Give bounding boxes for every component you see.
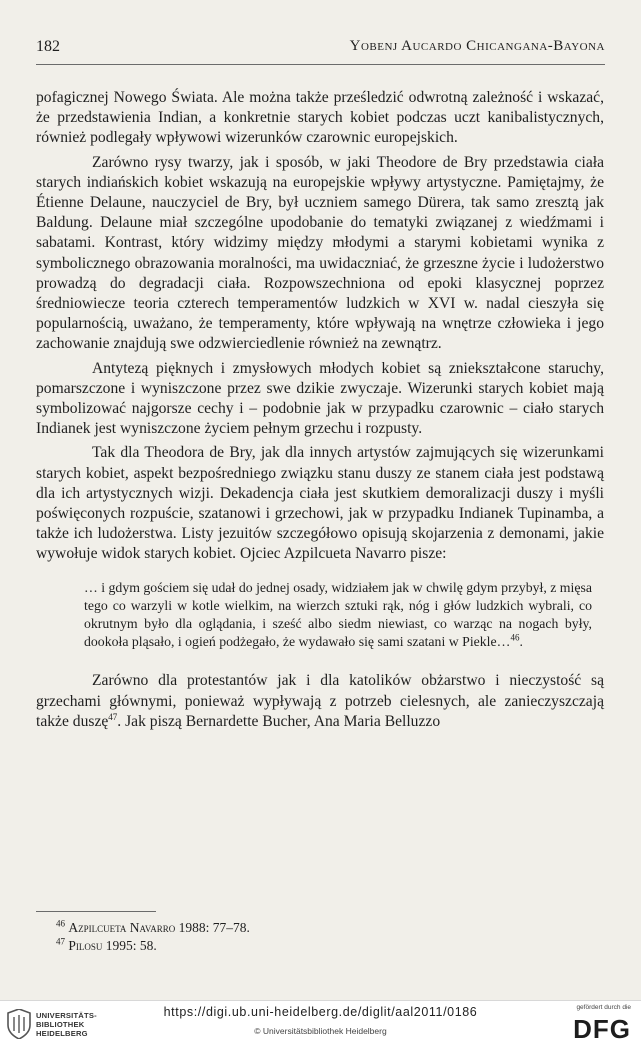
paragraph-text: . Jak piszą Bernardette Bucher, Ana Maria Belluzzo [117,712,441,730]
paragraph: Antytezą pięknych i zmysłowych młodych kobiet są zniekształcone staruchy, pomarszczone i wyniszczone przez swe dzikie zwyczaje. Wizerunki starych kobiet mają symbolizować najgorsze cechy i – podobnie jak w przypadku czarownic – ciało starych Indianek jest wyniszczone życiem pełnym grzechu i rozpusty. [36,359,604,438]
footnote [56,937,250,955]
footnote-author: Pilosu [68,938,103,953]
footnote-divider [36,911,156,912]
paragraph: Tak dla Theodora de Bry, jak dla innych artystów zajmujących się wizerunkami starych kobiet, aspekt bezpośredniego związku stanu duszy ze stanem ciała jest podstawą dla ich artystycznych wizji. Dekadencja ciała jest skutkiem demoralizacji duszy i myśli poświęconych rozpuście, szatanowi i grzechowi, jak w przypadku Indianek Tupinamba, a także ich ludożerstwa. Listy jezuitów szczegółowo opisują skojarzenia z demonami, jakie wywołuje widok starych kobiet. Ojciec Azpilcueta Navarro pisze: [36,444,604,563]
funder-logo[interactable] [571,1004,631,1042]
footnotes [56,919,250,955]
funding-note: gefördert durch die [576,1004,631,1011]
body-text [36,88,604,732]
page-number: 182 [36,38,60,55]
footnote-reference: 1995: 58. [105,938,157,953]
page-header [36,38,605,65]
footnote-author: Azpilcueta Navarro [68,920,176,935]
permalink-url[interactable]: https://digi.ub.uni-heidelberg.de/diglit/aal2011/0186 [163,1005,478,1019]
footnote-ref[interactable]: 47 [108,711,118,722]
copyright-notice: © Universitätsbibliothek Heidelberg [254,1026,387,1036]
paragraph [36,671,604,732]
library-name-line: BIBLIOTHEK [36,1020,85,1029]
dfg-logo: DFG [573,1014,631,1044]
running-head: Yobenj Aucardo Chicangana-Bayona [349,38,605,54]
paragraph: Zarówno rysy twarzy, jak i sposób, w jaki Theodore de Bry przedstawia ciała starych indiańskich kobiet wskazują na europejskie wpływy artystyczne. Pamiętajmy, że Étienne Delaune, nauczyciel de Bry, był uczniem samego Dürera, tak samo zresztą jak Baldung. Delaune miał szczególne upodobanie do tematyki związanej z wiedźmami i sabatami. Kontrast, który widzimy między młodymi a starymi kobietami wynika z symbolicznego obrazowania moralności, ma uwidaczniać, że grzeszne życie i ludożerstwo prowadzą do degradacji ciała. Rozpowszechniona od epoki klasycznej poprzez średniowiecze teoria czterech temperamentów ludzkich w XVI w. nadal cieszyła się popularnością, uważano, że temperamenty, które wpływają na wnętrze człowieka i jego zachowanie znajdują swe odzwierciedlenie również na zewnątrz. [36,153,604,353]
footnote-reference: 1988: 77–78. [178,920,250,935]
footnote-ref[interactable]: 46 [510,632,520,643]
footnote-number: 46 [56,918,65,929]
block-quote: … i gdym gościem się udał do jednej osady, widziałem jak w chwilę gdym przybył, z mięsa tego co warzyli w kotle wielkim, na wierzch sztuki rąk, nóg i głów ludzkich wybrali, co okrutnym było dla oglądania, i sześć albo siedm niewiast, co warząc na nogach były, dookoła pląsało, i ogień podżegało, że wydawało się sami szatani w Piekle…$^{46}$. [84,579,592,650]
paragraph-text: Zarówno dla protestantów jak i dla katolików obżarstwo i nieczystość są grzechami głównymi, ponieważ wypływają z potrzeb cielesnych, ale zanieczyszczają także duszę [36,672,604,730]
quote-text: … i gdym gościem się udał do jednej osady, widziałem jak w chwilę gdym przybył, z mięsa tego co warzyli w kotle wielkim, na wierzch sztuki rąk, nóg i głów ludzkich wybrali, co okrutnym było dla oglądania, i sześć albo siedm niewiast, co warząc na nogach były, dookoła pląsało, i ogień podżegało, że wydawało się sami szatani w Piekle… [84,579,592,650]
library-name-line: UNIVERSITÄTS- [36,1011,97,1020]
paragraph: pofagicznej Nowego Świata. Ale można także prześledzić odwrotną zależność i wskazać, że przedstawienia Indian, a konkretnie starych kobiet podczas uczt kanibalistycznych, również podlegały wpływowi wizerunków czarownic europejskich. [36,89,604,147]
footnote [56,919,250,937]
viewer-footer-bar [0,1000,641,1045]
library-name-line: HEIDELBERG [36,1029,88,1038]
footnote-number: 47 [56,936,65,947]
